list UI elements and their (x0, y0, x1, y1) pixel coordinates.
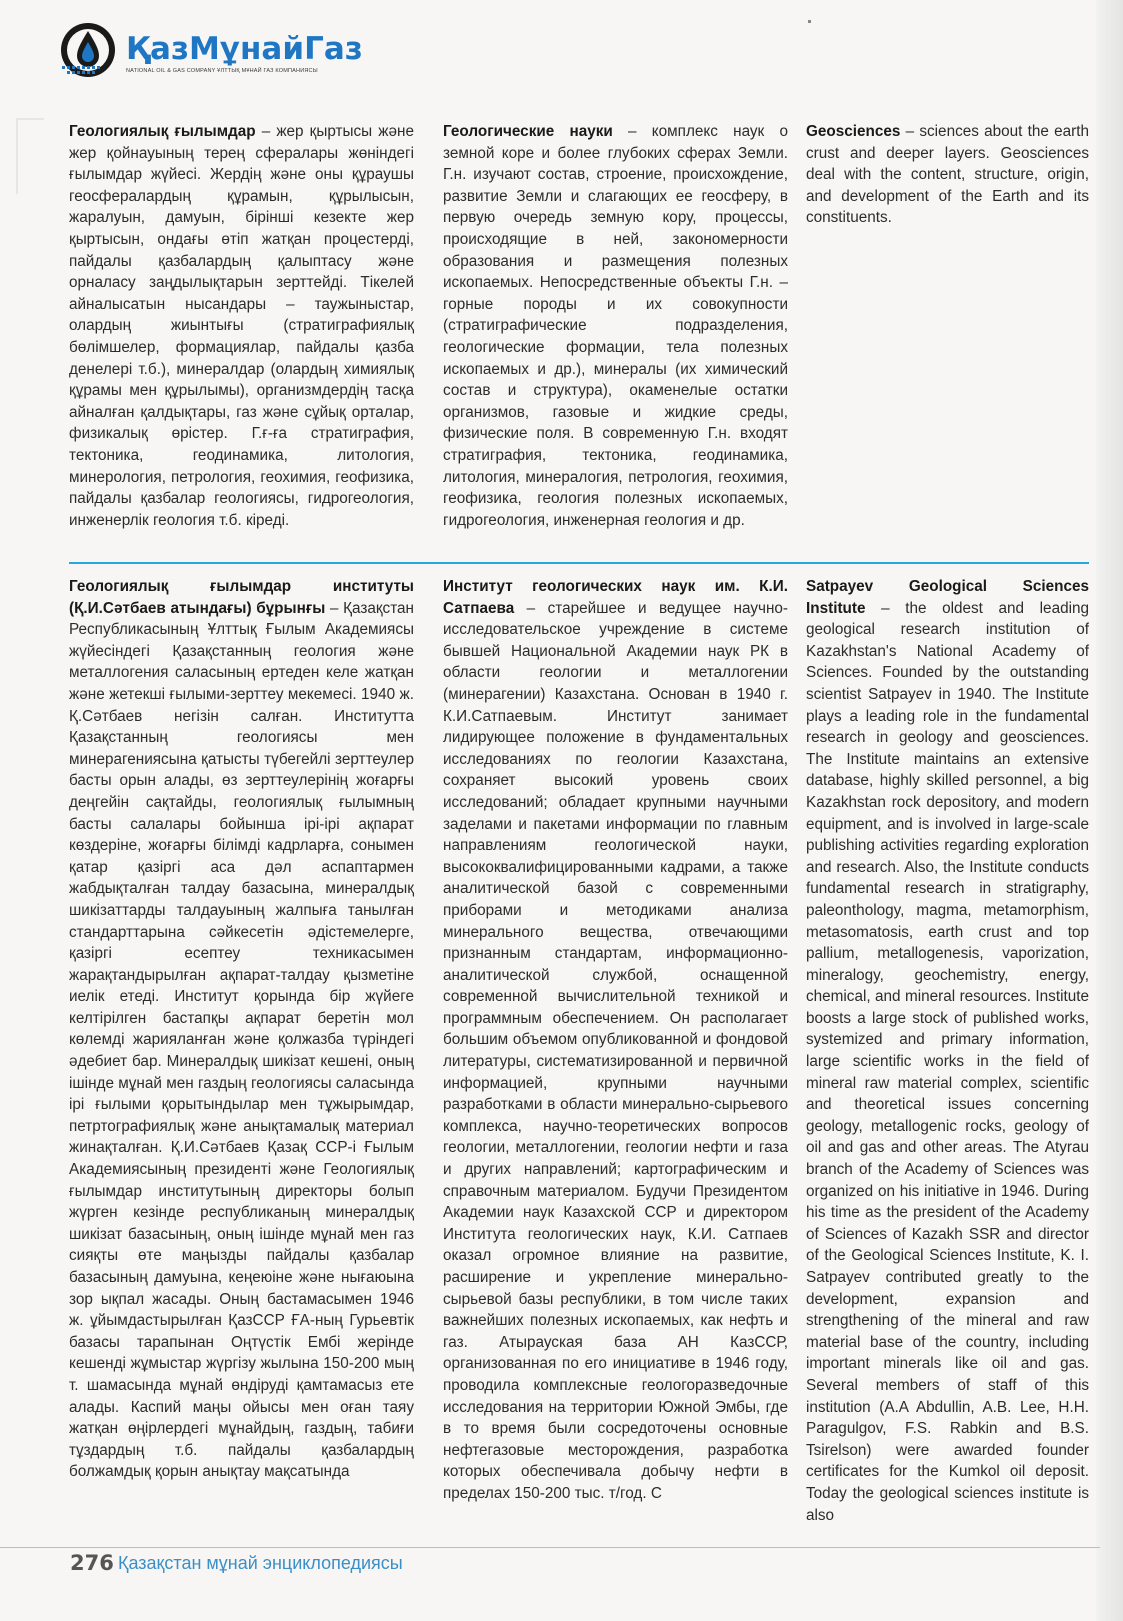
page-edge-strip (1096, 0, 1123, 1621)
entry-institute-kz (69, 576, 414, 1483)
entry-paragraph (806, 576, 1089, 1526)
section-divider (69, 562, 1089, 564)
page-number: 276 (70, 1551, 114, 1575)
entry-term: Geosciences (806, 123, 901, 140)
footer-title: Қазақстан мұнай энциклопедиясы (118, 1553, 403, 1573)
entry-geosciences-kz (69, 121, 414, 531)
entry-text: – жер қыртысы және жер қойнауының терең сфералары жөніндегі ғылымдар жүйесі. Жердің және оны құраушы геосфералардың құрамын, құрылысын, жаралуын, дамуын, бірінші кезекте жер қыртысын, ондағы өтіп жатқан процестерді, пайдалы қазбалардың қалыптасу және орналасу заңдылықтарын зерттейді. Тікелей айналысатын нысандары – таужыныстар, олардың жиынтығы (стратиграфиялық бөлімшелер, формациялар, пайдалы қазба денелері т.б.), минералдар (олардың химиялық құрамы мен құрылымы), организмдердің тасқа айналған қалдықтары, газ және сұйық орталар, физикалық өрістер. Г.ғ-ға стратиграфия, тектоника, геодинамика, литология, минерология, петрология, геохимия, геофизика, пайдалы қазбалар геологиясы, гидрогеология, инженерлік геология т.б. кіреді. (69, 123, 414, 529)
decorative-bracket (16, 118, 44, 194)
entry-term: Геологиялық ғылымдар институты (Қ.И.Сәтбаев атындағы) бұрынғы (69, 578, 414, 617)
kazmunaygaz-logo-icon (58, 20, 118, 80)
entry-geosciences-ru (443, 121, 788, 531)
logo-title: ҚазМұнайГаз (126, 31, 363, 67)
entry-text: – старейшее и ведущее научно-исследовательское учреждение в системе бывшей Национальной Академии наук РК в области геологии и металлогении (минерагении) Казахстана. Основан в 1940 г. К.И.Сатпаевым. Институт занимает лидирующее положение в фундаментальных исследованиях по геологии Казахстана, сохраняет высокий уровень своих исследований; обладает крупными научными заделами и пакетами информации по главным направлениям геологической науки, высококвалифицированными кадрами, а также аналитической базой с современными приборами и методиками анализа минерального вещества, отвечающими признанным стандартам, информационно-аналитической службой, оснащенной современной вычислительной техникой и программным обеспечением. Он располагает большим объемом опубликованной и фондовой литературы, систематизированной и первичной информацией, крупными научными разработками в области минерально-сырьевого комплекса, научно-теоретических вопросов геологии, металлогении, геологии нефти и газа и других направлений; картографическим и справочным материалом. Будучи Президентом Академии наук Казахской ССР и директором Института геологических наук, К.И. Сатпаев оказал огромное влияние на развитие, расширение и укрепление минерально-сырьевой базы республики, в том числе таких важнейших полезных ископаемых, как нефть и газ. Атырауская база АН КазССР, организованная по его инициативе в 1946 году, проводила комплексные геологоразведочные исследования на территории Южной Эмбы, где в то время были сосредоточены основные нефтегазовые месторождения, разработка которых обеспечивала добычу нефти в пределах 150-200 тыс. т/год. С (443, 599, 788, 1502)
page-header (0, 0, 1123, 96)
entry-geosciences-en (806, 121, 1089, 229)
entry-institute-ru (443, 576, 788, 1505)
entry-term: Satpayev Geological Sciences Institute (806, 578, 1089, 617)
print-mark (808, 20, 811, 23)
entry-institute-en (806, 576, 1089, 1526)
entry-text: – the oldest and leading geological research institution of Kazakhstan's National Academy of Sciences. Founded by the outstanding scientist Satpayev in 1940. The Institute plays a leading role in the fundamental research in geology and geosciences. The Institute maintains an extensive database, highly skilled personnel, a big Kazakhstan rock depository, and modern equipment, and is involved in large-scale publishing activities regarding exploration and research. Also, the Institute conducts fundamental research in stratigraphy, paleonthology, magma, metamorphism, metasomatosis, earth crust and top pallium, metallogenesis, vaporization, mineralogy, geochemistry, energy, chemical, and mineral resources. Institute boosts a large stock of published works, systemized and primary information, large scientific works in the field of mineral raw material complex, scientific and theoretical issues concerning geology, metallogenic rocks, geology of oil and gas and other areas. The Atyrau branch of the Academy of Sciences was organized on his initiative in 1946. During his time as the president of the Academy of Sciences of Kazakh SSR and director of the Geological Sciences Institute, K. I. Satpayev contributed greatly to the development, expansion and strengthening of the mineral and raw material base of the country, including important minerals like oil and gas. Several members of staff of this institution (A.A Abdullin, A.B. Lee, H.H. Paragulgov, F.S. Rabkin and B.S. Tsirelson) were awarded founder certificates for the Kumkol oil deposit. Today the geological sciences institute is also (806, 599, 1089, 1524)
entry-paragraph (806, 121, 1089, 229)
entry-text: – Қазақстан Республикасының Ұлттық Ғылым Академиясы жүйесіндегі Қазақстанның геология және металлогения саласының ертеден келе жатқан және жетекші ғылыми-зерттеу мекемесі. 1940 ж. Қ.Сәтбаев негізін салған. Институтта Қазақстанның геологиясы мен минерагениясына қатысты түбегейлі зерттеулер басты орын алады, өз зерттеулерінің жоғарғы деңгейін сақтайды, геологиялық ғылымның басты салалары бойынша ірі-ірі ақпарат көздеріне, жоғарғы білімді кадрларға, сонымен қатар қазіргі аса дәл аспаптармен жабдықталған талдау базасына, минералдық шикізаттарды талдауының жалпыға танылған стандарттарына сәйкесетін әдістемелерге, қазіргі есептеу техникасымен жарақтандырылған ақпарат-талдау қызметіне иелік етеді. Институт қорында бір жүйеге келтірілген бастапқы ақпарат беретін мол көлемді жарияланған және қолжазба түріндегі әдебиет бар. Минералдық шикізат кешені, оның ішінде мұнай мен газдың геологиясы саласында ірі ғылыми қорытындылар мен тұжырымдар, петртографиялық және анықтамалық материал жинақталған. Қ.И.Сәтбаев Қазақ ССР-і Ғылым Академиясының президенті және Геологиялық ғылымдар институтының директоры болып жүрген кезінде республиканың минералдық шикізат базасының, оның ішінде мұнай мен газ сияқты өте маңызды пайдалы қазбалар базасының дамуына, кеңеюіне және нығаюына зор ықпал жасады. Оның бастамасымен 1946 ж. ұйымдастырылған ҚазССР ҒА-ның Гурьевтік базасы тарапынан Оңтүстік Ембі жерінде кешенді жұмыстар жүргізу жылына 150-200 мың т. шамасында мұнай өндіруді қамтамасыз ете алады. Каспий маңы ойысы мен оған таяу жатқан өңірлердегі мұнайдың, газдың, табиғи тұздардың т.б. пайдалы қазбалардың болжамдық қорын анықтау мақсатында (69, 599, 414, 1481)
entry-paragraph (443, 576, 788, 1505)
entry-term: Геологические науки (443, 123, 613, 140)
entry-paragraph (69, 121, 414, 531)
entry-paragraph (69, 576, 414, 1483)
entry-text: – комплекс наук о земной коре и более глубоких сферах Земли. Г.н. изучают состав, строение, происхождение, развитие Земли и слагающих ее геосферу, в первую очередь земную кору, процессы, происходящие в ней, закономерности образования и размещения полезных ископаемых. Непосредственные объекты Г.н. – горные породы и их совокупности (стратиграфические подразделения, геологические формации, тела полезных ископаемых и др.), минералы (их химический состав и структура), окаменелые остатки организмов, газовые и жидкие среды, физические поля. В современную Г.н. входят стратиграфия, тектоника, геодинамика, литология, минералогия, петрология, геохимия, геофизика, геология полезных ископаемых, гидрогеология, инженерная геология и др. (443, 123, 788, 529)
entry-term: Геологиялық ғылымдар (69, 123, 256, 140)
entry-term: Институт геологических наук им. К.И. Сатпаева (443, 578, 788, 617)
logo-subtitle: NATIONAL OIL & GAS COMPANY ҰЛТТЫҚ МҰНАЙ ГАЗ КОМПАНИЯСЫ (126, 68, 318, 74)
entry-text: – sciences about the earth crust and deeper layers. Geosciences deal with the content, structure, origin, and development of the Earth and its constituents. (806, 123, 1089, 227)
footer-rule (0, 1547, 1100, 1548)
entry-paragraph (443, 121, 788, 531)
